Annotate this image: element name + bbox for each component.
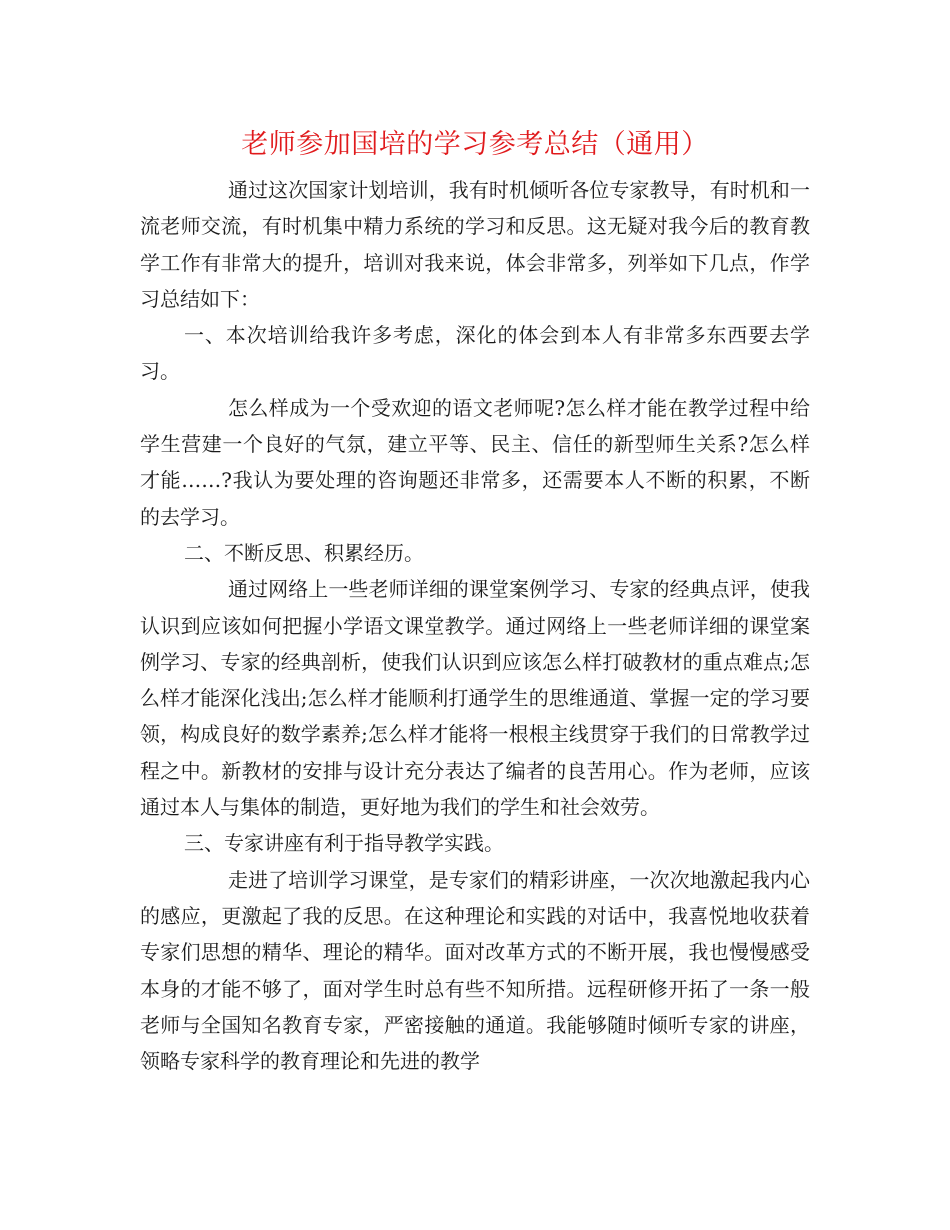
paragraph-section-1: 怎么样成为一个受欢迎的语文老师呢?怎么样才能在教学过程中给学生营建一个良好的气氛，建立平等、民主、信任的新型师生关系?怎么样才能……?我认为要处理的咨询题还非常多，还需要本人不断的积累，不断的去学习。 (140, 395, 810, 529)
paragraph-section-2: 通过网络上一些老师详细的课堂案例学习、专家的经典点评，使我认识到应该如何把握小学语文课堂教学。通过网络上一些老师详细的课堂案例学习、专家的经典剖析，使我们认识到应该怎么样打破教材的重点难点;怎么样才能深化浅出;怎么样才能顺利打通学生的思维通道、掌握一定的学习要领，构成良好的数学素养;怎么样才能将一根根主线贯穿于我们的日常教学过程之中。新教材的安排与设计充分表达了编者的良苦用心。作为老师，应该通过本人与集体的制造，更好地为我们的学生和社会效劳。 (140, 577, 810, 820)
paragraph-section-3: 走进了培训学习课堂，是专家们的精彩讲座，一次次地激起我内心的感应，更激起了我的反思。在这种理论和实践的对话中，我喜悦地收获着专家们思想的精华、理论的精华。面对改革方式的不断开展，我也慢慢感受本身的才能不够了，面对学生时总有些不知所措。远程研修开拓了一条一般老师与全国知名教育专家，严密接触的通道。我能够随时倾听专家的讲座，领略专家科学的教育理论和先进的教学 (140, 867, 810, 1074)
section-heading-3: 三、专家讲座有利于指导教学实践。 (184, 831, 504, 856)
paragraph-intro: 通过这次国家计划培训，我有时机倾听各位专家教导，有时机和一流老师交流，有时机集中精力系统的学习和反思。这无疑对我今后的教育教学工作有非常大的提升，培训对我来说，体会非常多，列举如下几点，作学习总结如下： (140, 178, 810, 311)
document-title: 老师参加国培的学习参考总结（通用） (241, 129, 709, 160)
section-heading-1: 一、本次培训给我许多考虑，深化的体会到本人有非常多东西要去学习。 (140, 323, 810, 384)
document-page (140, 118, 810, 1079)
section-heading-2: 二、不断反思、积累经历。 (184, 540, 424, 565)
